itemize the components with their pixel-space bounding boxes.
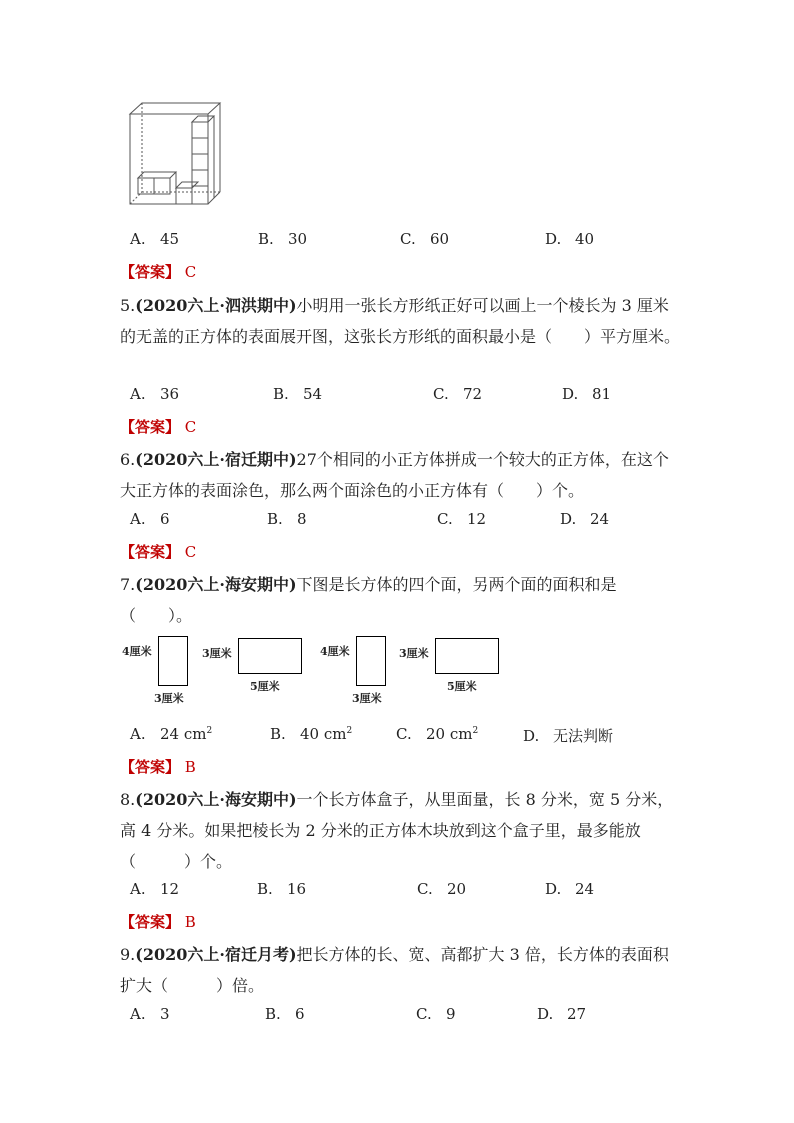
- q8-question: 8.(2020六上·海安期中)一个长方体盒子，从里面量，长 8 分米，宽 5 分米，高 4 分米。如果把棱长为 2 分米的正方体木块放到这个盒子里，最多能放（ ）个。: [120, 790, 674, 871]
- q6-answer: 【答案】 C: [120, 543, 197, 561]
- q5-answer: 【答案】 C: [120, 418, 197, 436]
- q7-face-3-rect: [356, 636, 386, 686]
- q5-option-b[interactable]: B. 54: [273, 385, 323, 403]
- q4-answer: 【答案】 C: [120, 263, 197, 281]
- cuboid-with-cubes-figure: [126, 100, 222, 208]
- q9-question: 9.(2020六上·宿迁月考)把长方体的长、宽、高都扩大 3 倍，长方体的表面积扩大（ ）倍。: [120, 945, 669, 995]
- q7-question: 7.(2020六上·海安期中)下图是长方体的四个面，另两个面的面积和是（ ）。: [120, 575, 617, 625]
- q5-option-c[interactable]: C. 72: [433, 385, 483, 403]
- q7-face-2: 3厘米 5厘米: [202, 638, 312, 698]
- q7-option-d[interactable]: D. 无法判断: [523, 727, 614, 745]
- q5-option-d[interactable]: D. 81: [562, 385, 612, 403]
- q6-option-a[interactable]: A. 6: [130, 510, 170, 528]
- q6-question: 6.(2020六上·宿迁期中)27个相同的小正方体拼成一个较大的正方体，在这个大正方体的表面涂色，那么两个面涂色的小正方体有（ ）个。: [120, 450, 669, 500]
- q7-answer: 【答案】 B: [120, 758, 196, 776]
- q4-option-a[interactable]: A. 45: [130, 230, 180, 248]
- q7-face-1-rect: [158, 636, 188, 686]
- q7-face-2-rect: [238, 638, 302, 674]
- q7-option-c[interactable]: C. 20 $cm^2$: [396, 725, 479, 743]
- q4-option-d[interactable]: D. 40: [545, 230, 595, 248]
- q8-option-a[interactable]: A. 12: [130, 880, 180, 898]
- q4-option-c[interactable]: C. 60: [400, 230, 450, 248]
- q6-option-c[interactable]: C. 12: [437, 510, 487, 528]
- q5-option-a[interactable]: A. 36: [130, 385, 180, 403]
- q6-option-d[interactable]: D. 24: [560, 510, 610, 528]
- q7-face-3: 4厘米 3厘米: [320, 636, 400, 706]
- q9-option-a[interactable]: A. 3: [130, 1005, 170, 1023]
- q6-option-b[interactable]: B. 8: [267, 510, 307, 528]
- q9-option-b[interactable]: B. 6: [265, 1005, 305, 1023]
- q8-answer: 【答案】 B: [120, 913, 196, 931]
- q5-question: 5.(2020六上·泗洪期中)小明用一张长方形纸正好可以画上一个棱长为 3 厘米的无盖的正方体的表面展开图，这张长方形纸的面积最小是（ ）平方厘米。: [120, 296, 681, 346]
- q7-option-a[interactable]: A. 24 $cm^2$: [130, 725, 213, 743]
- q7-option-b[interactable]: B. 40 $cm^2$: [270, 725, 353, 743]
- q8-option-d[interactable]: D. 24: [545, 880, 595, 898]
- q9-option-d[interactable]: D. 27: [537, 1005, 587, 1023]
- q7-face-1: 4厘米 3厘米: [122, 636, 202, 706]
- q4-option-b[interactable]: B. 30: [258, 230, 308, 248]
- q8-option-b[interactable]: B. 16: [257, 880, 307, 898]
- q9-option-c[interactable]: C. 9: [416, 1005, 456, 1023]
- q7-face-4: 3厘米 5厘米: [399, 638, 509, 698]
- q8-option-c[interactable]: C. 20: [417, 880, 467, 898]
- q7-face-4-rect: [435, 638, 499, 674]
